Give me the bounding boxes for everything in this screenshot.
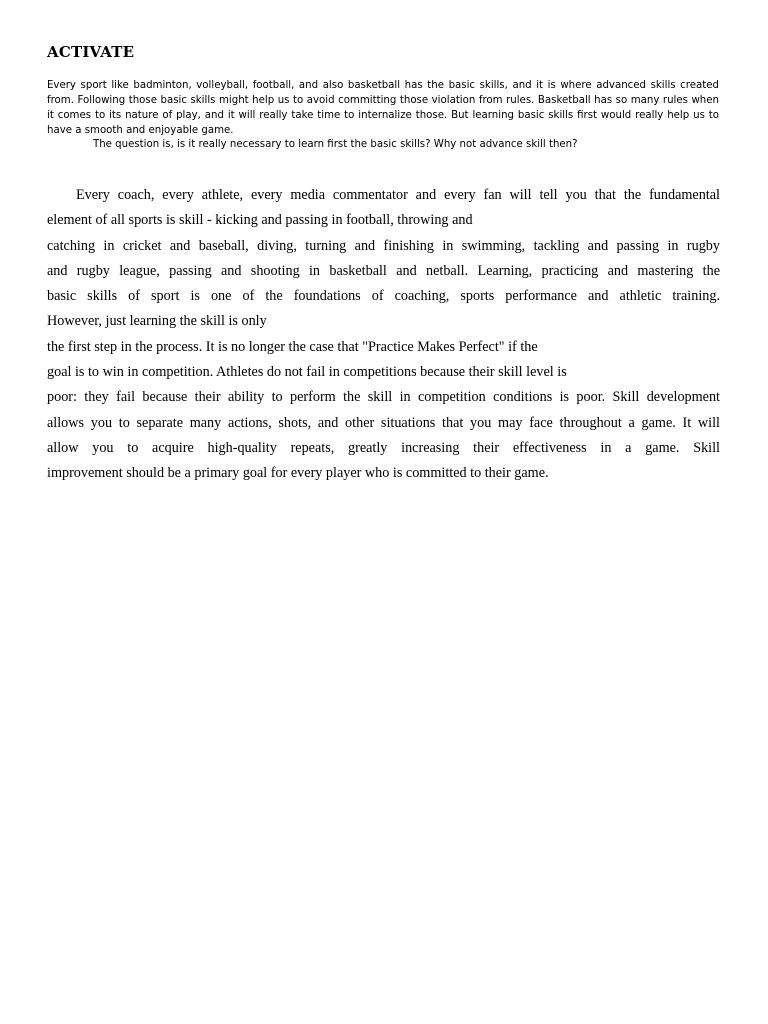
body-line: the first step in the process. It is no longer the case that "Practice Makes Perfect" if the [47,338,538,355]
body-line: poor: they fail because their ability to perform the skill in competition conditions is poor. Skill development [47,389,720,406]
body-line: improvement should be a primary goal for every player who is committed to their game. [47,465,549,482]
body-paragraph [47,183,720,487]
question-line: The question is, is it really necessary to learn first the basic skills? Why not advance skill then? [93,139,578,150]
body-line: and rugby league, passing and shooting in basketball and netball. Learning, practicing and mastering the [47,262,720,279]
body-line: catching in cricket and baseball, diving, turning and finishing in swimming, tackling and passing in rugby [47,237,720,254]
page-title: ACTIVATE [47,43,135,61]
intro-paragraph: Every sport like badminton, volleyball, football, and also basketball has the basic skills, and it is where advanced skills created from. Following those basic skills might help us to avoid committing those violation from rules. Basketball has so many rules when it comes to its nature of play, and it will really take time to internalize those. But learning basic skills first would really help us to have a smooth and enjoyable game. [47,80,719,136]
body-line: basic skills of sport is one of the foundations of coaching, sports performance and athletic training. [47,288,720,305]
body-line: element of all sports is skill - kicking and passing in football, throwing and [47,212,473,229]
body-line: Every coach, every athlete, every media commentator and every fan will tell you that the fundamental [76,187,720,203]
body-line: allow you to acquire high-quality repeats, greatly increasing their effectiveness in a game. Skill [47,439,720,456]
body-line: goal is to win in competition. Athletes do not fail in competitions because their skill level is [47,364,567,381]
body-line: However, just learning the skill is only [47,313,267,330]
body-line: allows you to separate many actions, shots, and other situations that you may face throughout a game. It will [47,414,720,431]
